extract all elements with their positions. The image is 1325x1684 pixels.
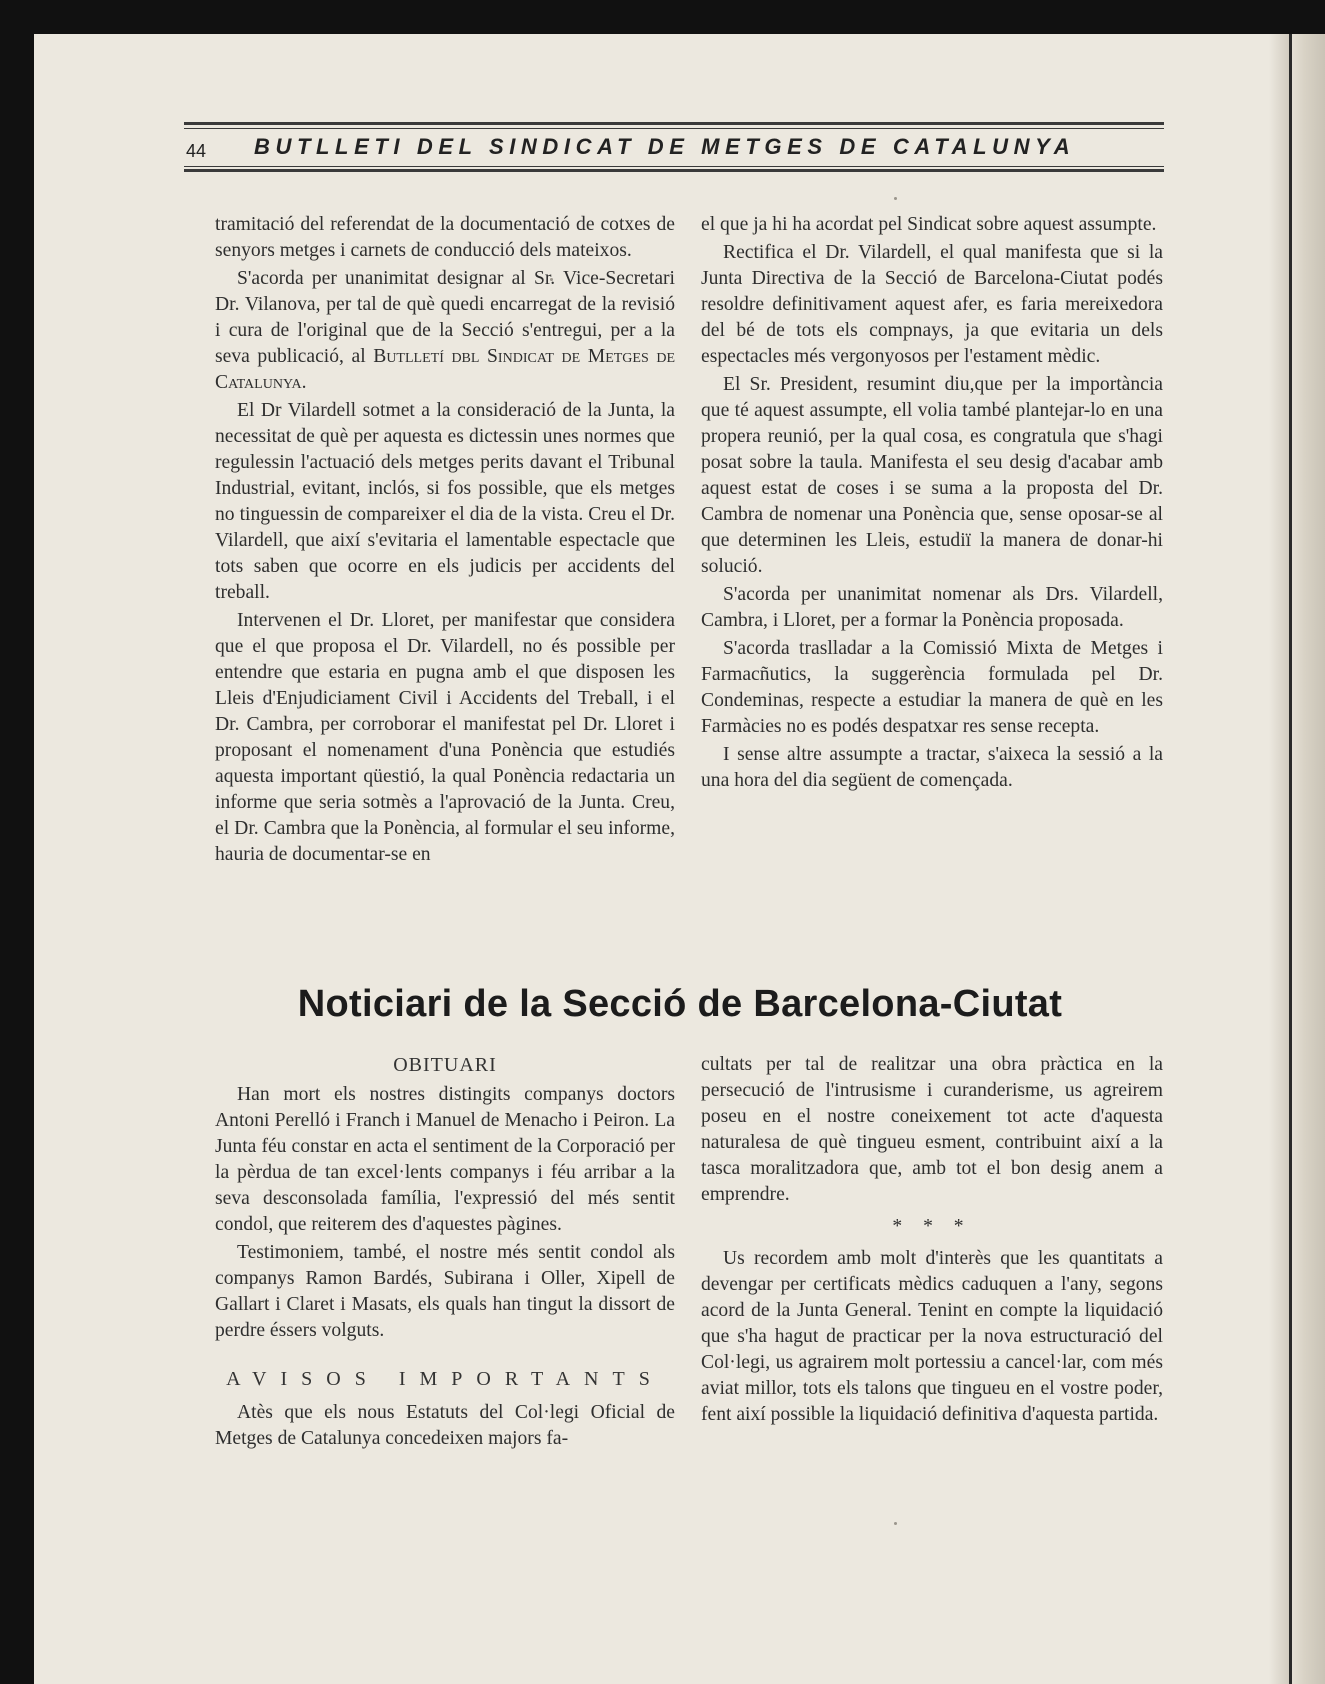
header-rule-bottom-thin bbox=[184, 166, 1164, 167]
paragraph-text: S'acorda per unanimitat designar al Sr. Vice-Secretari Dr. Vilanova, per tal de què quedi encarregat de la revisió i cura de l'original que de la Secció s'entregui, per a la seva publicació, al bbox=[215, 268, 675, 367]
obituari-heading: OBITUARI bbox=[393, 1054, 497, 1076]
page-number: 44 bbox=[186, 141, 210, 162]
section-title: Noticiari de la Secció de Barcelona-Ciutat bbox=[297, 983, 1063, 1025]
paragraph: Atès que els nous Estatuts del Col·legi Oficial de Metges de Catalunya concedeixen majors fa- bbox=[215, 1402, 675, 1449]
paragraph: Testimoniem, també, el nostre més sentit condol als companys Ramon Bardés, Subirana i Oller, Xipell de Gallart i Claret i Masats, els quals han tingut la dissort de perdre éssers volguts. bbox=[215, 1242, 675, 1341]
avisos-heading: AVISOS IMPORTANTS bbox=[226, 1368, 664, 1390]
paragraph bbox=[215, 266, 675, 396]
running-title: BUTLLETI DEL SINDICAT DE METGES DE CATALUNYA bbox=[254, 134, 1076, 159]
page-edge-shadow bbox=[1269, 34, 1291, 1684]
header-rule-top bbox=[184, 122, 1164, 125]
section-separator: * * * bbox=[892, 1216, 972, 1237]
paragraph: Han mort els nostres distingits companys doctors Antoni Perelló i Franch i Manuel de Menacho i Peiron. La Junta féu constar en acta el sentiment de la Corporació per la pèrdua de tan excel·lents companys i féu arribar a la seva desconsolada família, l'expressió del més sentit condol, que reiterem des d'aquestes pàgines. bbox=[215, 1084, 675, 1235]
paragraph: S'acorda traslladar a la Comissió Mixta de Metges i Farmacñutics, la suggerència formulada pel Dr. Condeminas, respecte a estudiar la manera de què en les Farmàcies no es podés despatxar res sense recepta. bbox=[701, 638, 1163, 737]
paragraph: Intervenen el Dr. Lloret, per manifestar que considera que el que proposa el Dr. Vilardell, no és possible per entendre que estaria en pugna amb el que disposen les Lleis d'Enjudiciament Civil i Accidents del Treball, i el Dr. Cambra, per corroborar el manifestat pel Dr. Lloret i proposant el nomenament d'una Ponència que estudiés aquesta important qüestió, la qual Ponència redactaria un informe que seria sotmès a l'aprovació de la Junta. Creu, el Dr. Cambra que la Ponència, al formular el seu informe, hauria de documentar-se en bbox=[215, 610, 675, 865]
paragraph: S'acorda per unanimitat nomenar als Drs. Vilardell, Cambra, i Lloret, per a formar la Ponència proposada. bbox=[701, 584, 1163, 631]
paragraph: Us recordem amb molt d'interès que les quantitats a devengar per certificats mèdics caduquen a l'any, segons acord de la Junta General. Tenint en compte la liquidació que s'ha hagut de practicar per la nova estructuració del Col·legi, us agrairem molt portessiu a cancel·lar, com més aviat millor, tots els talons que tingueu en el vostre poder, fent així possible la liquidació definitiva d'aquesta partida. bbox=[701, 1248, 1163, 1425]
header-rule-top-thin bbox=[184, 128, 1164, 129]
bottom-right-column bbox=[701, 1052, 1163, 1428]
next-page-edge bbox=[1291, 34, 1325, 1684]
paragraph: El Sr. President, resumint diu,que per la importància que té aquest assumpte, ell volia també plantejar-lo en una propera reunió, per la qual cosa, es congratula que s'hagi posat sobre la taula. Manifesta el seu desig d'acabar amb aquest estat de coses i se suma a la proposta del Dr. Cambra de nomenar una Ponència que, sense oposar-se al que determinen les Lleis, estudiï la manera de donar-hi solució. bbox=[701, 374, 1163, 577]
bottom-left-column bbox=[215, 1052, 675, 1452]
paragraph-end: . bbox=[301, 372, 307, 393]
paper-speck bbox=[894, 197, 897, 200]
paper-speck bbox=[894, 1522, 897, 1525]
paragraph: tramitació del referendat de la documentació de cotxes de senyors metges i carnets de conducció dels mateixos. bbox=[215, 214, 675, 261]
top-left-column bbox=[215, 212, 675, 868]
binding-line bbox=[1289, 34, 1292, 1684]
top-right-column bbox=[701, 212, 1163, 794]
paragraph: El Dr Vilardell sotmet a la consideració de la Junta, la necessitat de què per aquesta es dictessin unes normes que regulessin l'actuació dels metges perits davant el Tribunal Industrial, evitant, inclós, si fos possible, que els metges no tinguessin de compareixer el dia de la vista. Creu el Dr. Vilardell, que així s'evitaria el lamentable espectacle que tots saben que ocorre en els judicis per accidents del treball. bbox=[215, 400, 675, 603]
paragraph: Rectifica el Dr. Vilardell, el qual manifesta que si la Junta Directiva de la Secció de Barcelona-Ciutat podés resoldre definitivament aquest afer, es faria mereixedora del bé de tots els compnays, ja que evitaria un dels espectacles més vergonyosos per l'estament mèdic. bbox=[701, 242, 1163, 367]
running-header bbox=[184, 122, 1164, 184]
header-rule-bottom bbox=[184, 169, 1164, 172]
paragraph: el que ja hi ha acordat pel Sindicat sobre aquest assumpte. bbox=[701, 214, 1157, 235]
paragraph: cultats per tal de realitzar una obra pràctica en la persecució de l'intrusisme i curanderisme, us agreirem poseu en el nostre coneixement tot acte d'aquesta naturalesa de què tingueu esment, contribuint així a la tasca moralitzadora que, amb tot el bon desig anem a emprendre. bbox=[701, 1054, 1163, 1205]
journal-name: Butlletí dbl Sindicat de Metges de Catalunya bbox=[215, 346, 675, 393]
paragraph: I sense altre assumpte a tractar, s'aixeca la sessió a la una hora del dia següent de començada. bbox=[701, 744, 1163, 791]
